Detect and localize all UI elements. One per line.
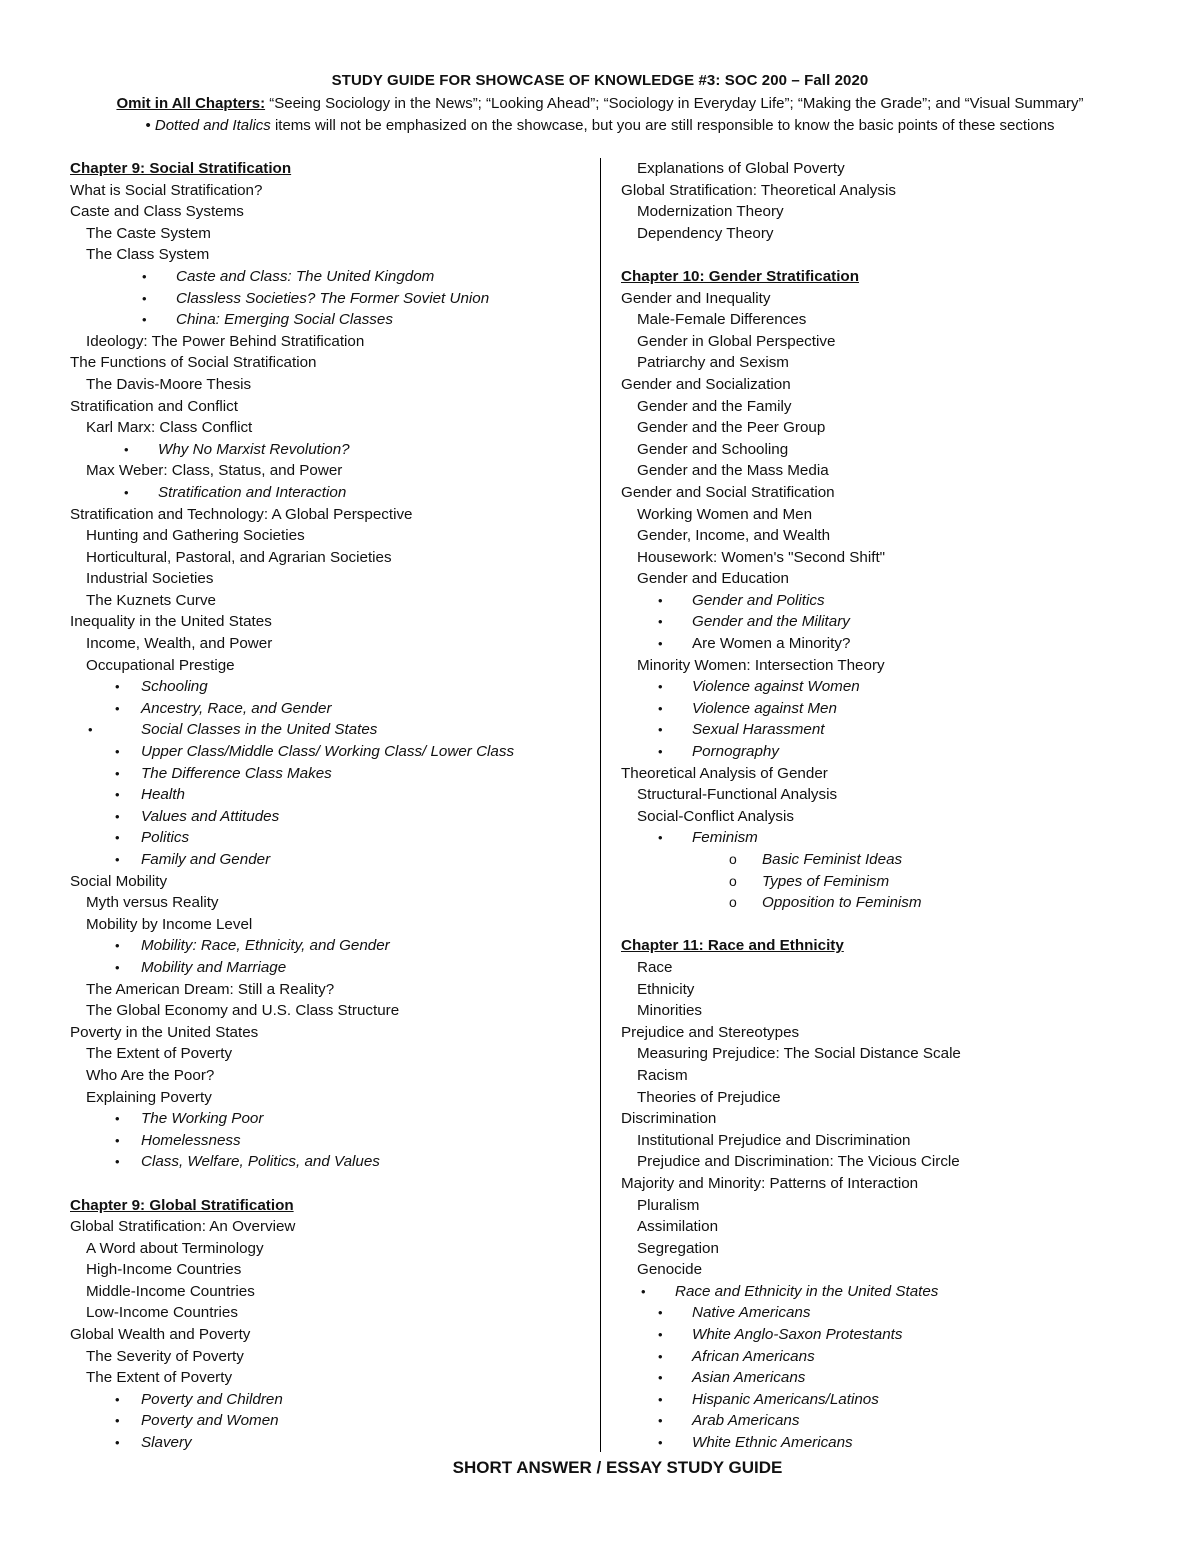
item-text: Gender and the Mass Media: [637, 462, 829, 480]
subsection-item: [621, 1065, 1181, 1087]
spacer: [621, 914, 1181, 936]
sub-bullet-item: [621, 871, 1181, 893]
bullet-item: [70, 806, 595, 828]
bullet-icon: •: [658, 1435, 663, 1451]
item-text: Pluralism: [637, 1196, 700, 1214]
item-text: Classless Societies? The Former Soviet Union: [176, 289, 490, 307]
subsection-item: [70, 892, 595, 914]
item-text: Ideology: The Power Behind Stratification: [86, 332, 365, 350]
document-title: STUDY GUIDE FOR SHOWCASE OF KNOWLEDGE #3: SOC 200 – Fall 2020: [331, 72, 869, 89]
subsection-item: [621, 1087, 1181, 1109]
subsection-item: [70, 525, 595, 547]
subsection-item: [621, 979, 1181, 1001]
bullet-item: [70, 1108, 595, 1130]
omit-text: “Seeing Sociology in the News”; “Looking Ahead”; “Sociology in Everyday Life”; “Making the Grade”; and “Visual Summary”: [265, 95, 1084, 112]
subsection-item: [70, 244, 595, 266]
item-text: Institutional Prejudice and Discrimination: [637, 1131, 911, 1149]
item-text: Global Wealth and Poverty: [70, 1326, 251, 1344]
bullet-icon: •: [115, 1413, 120, 1429]
subsection-item: [70, 568, 595, 590]
item-text: Industrial Societies: [86, 570, 214, 588]
bullet-item: [70, 719, 595, 741]
item-text: Mobility and Marriage: [141, 958, 287, 976]
item-text: Structural-Functional Analysis: [637, 786, 838, 804]
item-text: Race and Ethnicity in the United States: [675, 1282, 939, 1300]
subsection-item: [70, 1087, 595, 1109]
subsection-item: [621, 1195, 1181, 1217]
bullet-icon: •: [658, 1413, 663, 1429]
bullet-item: [70, 266, 595, 288]
item-text: A Word about Terminology: [86, 1239, 264, 1257]
bullet-item: [70, 935, 595, 957]
item-text: Hunting and Gathering Societies: [86, 527, 305, 545]
emphasis-note: [0, 117, 1200, 134]
item-text: The Kuznets Curve: [86, 591, 216, 609]
subsection-item: [621, 784, 1181, 806]
item-text: Explanations of Global Poverty: [637, 160, 845, 177]
item-text: The American Dream: Still a Reality?: [86, 980, 335, 998]
item-text: Violence against Women: [692, 678, 860, 696]
bullet-item: [621, 676, 1181, 698]
item-text: Mobility by Income Level: [86, 915, 253, 933]
item-text: The Severity of Poverty: [86, 1347, 244, 1365]
bullet-item: [70, 763, 595, 785]
subsection-item: [621, 568, 1181, 590]
bullet-icon: •: [658, 679, 663, 695]
bullet-icon: •: [115, 1154, 120, 1170]
item-text: The Class System: [86, 246, 210, 264]
subsection-item: [70, 1302, 595, 1324]
bullet-item: [70, 1432, 595, 1454]
item-text: Housework: Women's "Second Shift": [637, 548, 886, 566]
subsection-item: [621, 655, 1181, 677]
item-text: Prejudice and Discrimination: The Vicious Circle: [637, 1153, 960, 1171]
item-text: Class, Welfare, Politics, and Values: [141, 1153, 380, 1171]
item-text: Gender and Inequality: [621, 289, 771, 307]
item-text: Upper Class/Middle Class/ Working Class/ Lower Class: [141, 743, 515, 761]
item-text: Are Women a Minority?: [692, 635, 851, 653]
note-italic: Dotted and Italics: [154, 117, 271, 134]
bullet-icon: •: [115, 787, 120, 803]
item-text: The Caste System: [86, 224, 211, 242]
subsection-item: [621, 525, 1181, 547]
item-text: Stratification and Technology: A Global Perspective: [70, 505, 413, 523]
item-text: Basic Feminist Ideas: [762, 851, 903, 868]
section-heading: [621, 763, 1181, 785]
item-text: Gender and Education: [637, 570, 789, 588]
bullet-item: [70, 784, 595, 806]
chapter-heading: [621, 935, 1181, 957]
chapter-heading: [621, 266, 1181, 288]
section-heading: [70, 1216, 595, 1238]
item-text: Racism: [637, 1066, 688, 1084]
item-text: Chapter 9: Social Stratification: [70, 160, 292, 177]
subsection-item: [70, 1000, 595, 1022]
item-text: Why No Marxist Revolution?: [158, 440, 350, 458]
subsection-item: [621, 201, 1181, 223]
bullet-icon: •: [641, 1283, 646, 1299]
bullet-item: [70, 288, 595, 310]
subsection-item: [70, 1259, 595, 1281]
item-text: Violence against Men: [692, 699, 837, 717]
subsection-item: [621, 223, 1181, 245]
item-text: African Americans: [692, 1347, 815, 1365]
bullet-icon: •: [115, 744, 120, 760]
bullet-icon: •: [658, 1348, 663, 1364]
item-text: Gender and the Family: [637, 397, 792, 415]
item-text: Feminism: [692, 829, 758, 847]
subsection-item: [70, 547, 595, 569]
bullet-item: [70, 1130, 595, 1152]
bullet-icon: •: [658, 722, 663, 738]
subsection-item: [70, 1043, 595, 1065]
bullet-item: [621, 1367, 1181, 1389]
bullet-item: [70, 1389, 595, 1411]
bullet-icon: •: [658, 1391, 663, 1407]
item-text: Dependency Theory: [637, 224, 774, 242]
subsection-item: [70, 1346, 595, 1368]
section-heading: [621, 1022, 1181, 1044]
bullet-item: [621, 1432, 1181, 1454]
subsection-item: [70, 374, 595, 396]
subsection-item: [621, 460, 1181, 482]
item-text: Hispanic Americans/Latinos: [692, 1390, 879, 1408]
bullet-item: [70, 309, 595, 331]
subsection-item: [621, 1151, 1181, 1173]
bullet-item: [70, 698, 595, 720]
item-text: Low-Income Countries: [86, 1304, 238, 1322]
item-text: Who Are the Poor?: [86, 1066, 215, 1084]
omit-label: Omit in All Chapters:: [116, 95, 266, 112]
item-text: The Difference Class Makes: [141, 764, 332, 782]
subsection-item: [621, 1238, 1181, 1260]
bullet-icon: •: [658, 700, 663, 716]
item-text: The Davis-Moore Thesis: [86, 375, 252, 393]
subsection-item: [70, 1065, 595, 1087]
item-text: Values and Attitudes: [141, 807, 280, 825]
item-text: Race: [637, 958, 673, 976]
subsection-item: [621, 439, 1181, 461]
item-text: The Extent of Poverty: [86, 1045, 233, 1063]
item-text: Gender and Socialization: [621, 375, 791, 393]
item-text: Measuring Prejudice: The Social Distance Scale: [637, 1045, 961, 1063]
subsection-item: [621, 1216, 1181, 1238]
item-text: White Ethnic Americans: [692, 1434, 853, 1452]
subsection-item: [70, 914, 595, 936]
section-heading: [621, 288, 1181, 310]
bullet-icon: •: [115, 1391, 120, 1407]
item-text: Slavery: [141, 1434, 192, 1452]
left-column: [70, 158, 595, 1454]
item-text: Schooling: [141, 678, 208, 696]
bullet-item: [621, 1324, 1181, 1346]
bullet-item: [621, 1346, 1181, 1368]
bullet-icon: •: [142, 268, 147, 284]
bullet-item: [70, 439, 595, 461]
sub-bullet-item: [621, 849, 1181, 871]
item-text: Segregation: [637, 1239, 719, 1257]
section-heading: [70, 871, 595, 893]
item-text: Poverty and Children: [141, 1390, 283, 1408]
note-bullet: •: [145, 117, 151, 134]
item-text: The Extent of Poverty: [86, 1369, 233, 1387]
bullet-icon: •: [658, 1305, 663, 1321]
item-text: Theories of Prejudice: [637, 1088, 781, 1106]
bullet-icon: •: [115, 1132, 120, 1148]
item-text: Gender, Income, and Wealth: [637, 527, 831, 545]
item-text: Stratification and Conflict: [70, 397, 238, 415]
item-text: Health: [141, 786, 185, 804]
circle-bullet-icon: o: [729, 894, 737, 911]
item-text: Ethnicity: [637, 980, 695, 998]
subsection-item: [621, 331, 1181, 353]
section-heading: [70, 352, 595, 374]
subsection-item: [621, 1043, 1181, 1065]
spacer: [621, 244, 1181, 266]
item-text: Global Stratification: Theoretical Analysis: [621, 181, 896, 199]
bullet-item: [621, 633, 1181, 655]
item-text: Max Weber: Class, Status, and Power: [86, 462, 343, 480]
item-text: Poverty and Women: [141, 1412, 279, 1430]
bullet-icon: •: [115, 830, 120, 846]
bullet-item: [70, 741, 595, 763]
bullet-item: [70, 1410, 595, 1432]
subsection-item: [70, 331, 595, 353]
subsection-item: [621, 1130, 1181, 1152]
bullet-icon: •: [115, 959, 120, 975]
bullet-icon: •: [115, 1435, 120, 1451]
circle-bullet-icon: o: [729, 851, 737, 867]
item-text: Myth versus Reality: [86, 894, 219, 912]
item-text: Assimilation: [637, 1218, 719, 1236]
subsection-item: [621, 547, 1181, 569]
item-text: The Functions of Social Stratification: [70, 354, 317, 372]
subsection-item: [70, 979, 595, 1001]
note-text: items will not be emphasized on the showcase, but you are still responsible to know the basic points of these sections: [270, 117, 1055, 134]
bullet-item: [70, 827, 595, 849]
subsection-item: [70, 590, 595, 612]
bullet-icon: •: [115, 765, 120, 781]
item-text: Explaining Poverty: [86, 1088, 212, 1106]
item-text: Arab Americans: [692, 1412, 800, 1430]
spacer: [70, 1173, 595, 1195]
bullet-item: [621, 1281, 1181, 1303]
subsection-item: [70, 460, 595, 482]
subsection-item: [70, 655, 595, 677]
section-heading: [621, 1173, 1181, 1195]
bullet-item: [621, 611, 1181, 633]
bullet-icon: •: [658, 636, 663, 652]
item-text: Genocide: [637, 1261, 703, 1279]
bullet-icon: •: [142, 290, 147, 306]
bullet-item: [621, 590, 1181, 612]
subsection-item: [621, 504, 1181, 526]
bullet-item: [621, 741, 1181, 763]
section-heading: [70, 504, 595, 526]
item-text: Horticultural, Pastoral, and Agrarian Societies: [86, 548, 392, 566]
section-heading: [621, 482, 1181, 504]
item-text: Gender and Social Stratification: [621, 483, 835, 501]
section-heading: [70, 201, 595, 223]
item-text: Middle-Income Countries: [86, 1282, 255, 1300]
item-text: Politics: [141, 829, 190, 847]
subsection-item: [70, 633, 595, 655]
item-text: Social Mobility: [70, 872, 168, 890]
item-text: Ancestry, Race, and Gender: [141, 699, 332, 717]
item-text: Social-Conflict Analysis: [637, 807, 794, 825]
item-text: Discrimination: [621, 1110, 717, 1128]
bullet-icon: •: [115, 700, 120, 716]
bullet-item: [621, 698, 1181, 720]
subsection-item: [621, 1000, 1181, 1022]
footer-heading: SHORT ANSWER / ESSAY STUDY GUIDE: [452, 1458, 783, 1477]
item-text: Poverty in the United States: [70, 1023, 259, 1041]
bullet-icon: •: [658, 592, 663, 608]
item-text: Minority Women: Intersection Theory: [637, 656, 885, 674]
chapter-heading: [70, 1195, 595, 1217]
circle-bullet-icon: o: [729, 872, 737, 889]
bullet-icon: •: [658, 1370, 663, 1386]
item-text: Gender and Schooling: [637, 440, 789, 458]
item-text: Gender and Politics: [692, 591, 825, 609]
bullet-icon: •: [658, 744, 663, 760]
item-text: Types of Feminism: [762, 872, 890, 890]
bullet-item: [70, 676, 595, 698]
bullet-icon: •: [115, 808, 120, 824]
omit-line: [0, 95, 1200, 112]
subsection-item: [621, 957, 1181, 979]
right-column: [621, 158, 1181, 1454]
bullet-item: [621, 1410, 1181, 1432]
section-heading: [70, 1022, 595, 1044]
subsection-item: [70, 1281, 595, 1303]
item-text: Pornography: [692, 743, 779, 761]
item-text: High-Income Countries: [86, 1261, 242, 1279]
item-text: Family and Gender: [141, 851, 271, 868]
bullet-icon: •: [88, 722, 93, 738]
section-heading: [70, 180, 595, 202]
item-text: Gender and the Peer Group: [637, 419, 826, 437]
subsection-item: [621, 158, 1181, 180]
item-text: The Global Economy and U.S. Class Structure: [86, 1002, 400, 1020]
subsection-item: [621, 396, 1181, 418]
item-text: Caste and Class: The United Kingdom: [176, 267, 435, 285]
item-text: Working Women and Men: [637, 505, 813, 523]
item-text: What is Social Stratification?: [70, 181, 263, 199]
subsection-item: [621, 309, 1181, 331]
item-text: Global Stratification: An Overview: [70, 1218, 296, 1236]
item-text: Inequality in the United States: [70, 613, 272, 631]
item-text: Chapter 10: Gender Stratification: [621, 267, 859, 285]
item-text: Income, Wealth, and Power: [86, 635, 273, 653]
bullet-icon: •: [115, 679, 120, 695]
item-text: White Anglo-Saxon Protestants: [692, 1326, 903, 1344]
item-text: Asian Americans: [692, 1369, 806, 1387]
bullet-icon: •: [658, 614, 663, 630]
item-text: The Working Poor: [141, 1110, 264, 1128]
bullet-icon: •: [658, 830, 663, 846]
subsection-item: [70, 1367, 595, 1389]
bullet-item: [70, 957, 595, 979]
section-heading: [70, 611, 595, 633]
item-text: Theoretical Analysis of Gender: [621, 764, 828, 782]
item-text: Karl Marx: Class Conflict: [86, 419, 253, 437]
item-text: Mobility: Race, Ethnicity, and Gender: [141, 937, 390, 955]
bullet-icon: •: [115, 1111, 120, 1127]
bullet-icon: •: [124, 441, 129, 457]
bullet-item: [621, 827, 1181, 849]
bullet-icon: •: [142, 312, 147, 328]
item-text: Patriarchy and Sexism: [637, 354, 789, 372]
subsection-item: [70, 417, 595, 439]
item-text: Gender in Global Perspective: [637, 332, 836, 350]
item-text: Homelessness: [141, 1131, 241, 1149]
bullet-item: [70, 482, 595, 504]
item-text: Majority and Minority: Patterns of Interaction: [621, 1174, 919, 1192]
bullet-icon: •: [124, 484, 129, 500]
subsection-item: [70, 223, 595, 245]
item-text: Chapter 9: Global Stratification: [70, 1196, 294, 1214]
item-text: China: Emerging Social Classes: [176, 311, 393, 329]
chapter-heading: [70, 158, 595, 180]
subsection-item: [621, 1259, 1181, 1281]
item-text: Prejudice and Stereotypes: [621, 1023, 800, 1041]
subsection-item: [621, 352, 1181, 374]
section-heading: [621, 374, 1181, 396]
item-text: Native Americans: [692, 1304, 811, 1322]
item-text: Modernization Theory: [637, 203, 784, 221]
item-text: Gender and the Military: [692, 613, 850, 631]
bullet-item: [621, 719, 1181, 741]
bullet-item: [621, 1389, 1181, 1411]
subsection-item: [621, 417, 1181, 439]
item-text: Opposition to Feminism: [762, 894, 922, 912]
section-heading: [70, 396, 595, 418]
item-text: Occupational Prestige: [86, 656, 235, 674]
section-heading: [70, 1324, 595, 1346]
bullet-item: [621, 1302, 1181, 1324]
subsection-item: [70, 1238, 595, 1260]
section-heading: [621, 1108, 1181, 1130]
bullet-icon: •: [115, 938, 120, 954]
item-text: Stratification and Interaction: [158, 483, 347, 501]
item-text: Male-Female Differences: [637, 311, 807, 329]
bullet-item: [70, 849, 595, 871]
item-text: Caste and Class Systems: [70, 203, 244, 221]
bullet-item: [70, 1151, 595, 1173]
item-text: Sexual Harassment: [692, 721, 825, 739]
item-text: Chapter 11: Race and Ethnicity: [621, 937, 844, 955]
item-text: Minorities: [637, 1002, 702, 1020]
subsection-item: [621, 806, 1181, 828]
column-divider: [600, 158, 601, 1452]
sub-bullet-item: [621, 892, 1181, 914]
item-text: Social Classes in the United States: [141, 721, 378, 739]
bullet-icon: •: [658, 1327, 663, 1343]
bullet-icon: •: [115, 852, 120, 867]
section-heading: [621, 180, 1181, 202]
